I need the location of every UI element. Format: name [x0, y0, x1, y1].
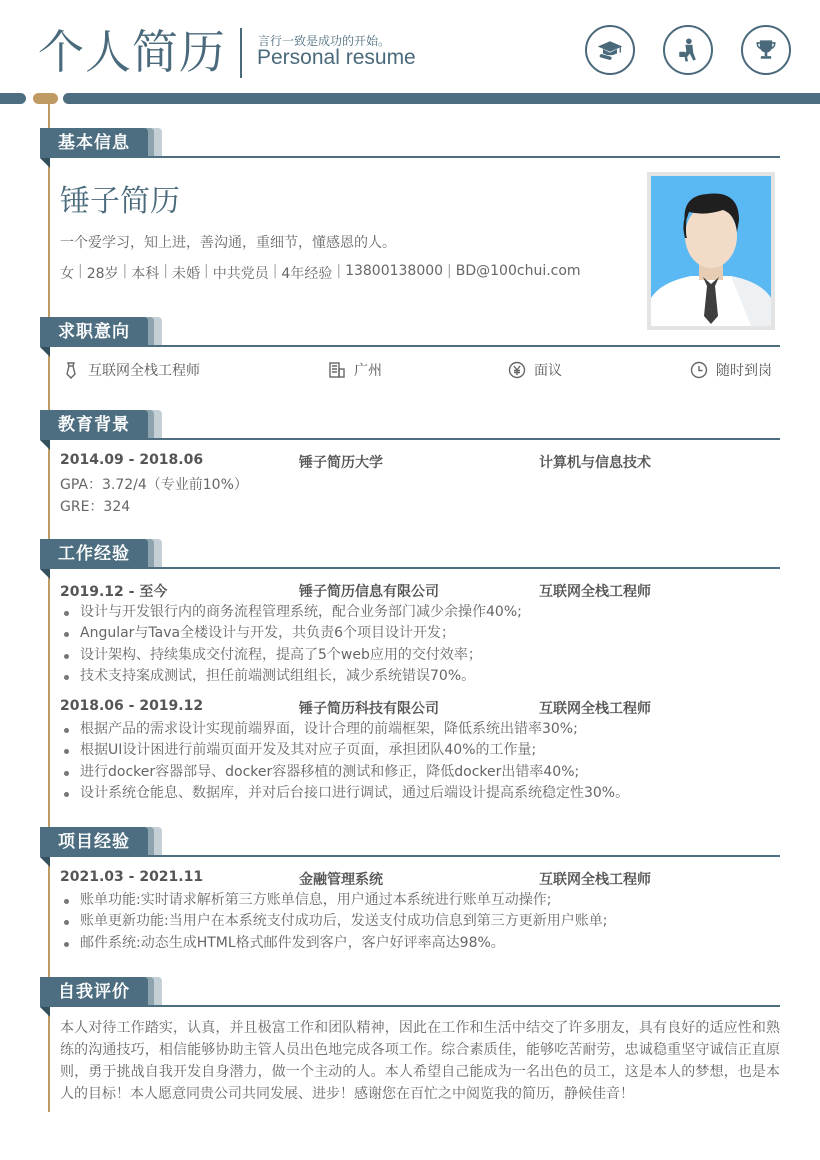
intent-city: 广州: [354, 363, 382, 379]
section-work-experience: [40, 539, 780, 573]
header-motto: 言行一致是成功的开始。: [258, 34, 391, 48]
list-item: 设计与开发银行内的商务流程管理系统，配合业务部门减少余操作40%;: [60, 602, 780, 623]
work-title: 互联网全栈工程师: [539, 701, 651, 717]
self-evaluation-text: 本人对待工作踏实，认真，并且极富工作和团队精神，因此在工作和生活中结交了许多朋友，具有良好的适应性和熟练的沟通技巧，相信能够协助主管人员出色地完成各项工作。综合素质佳，能够吃苦耐劳，忠诚稳重坚守诚信正直原则，勇于挑战自我开发自身潜力，做一个主动的人。本人希望自己能成为一名出色的员工，这是本人的梦想，也是本人的目标！本人愿意同贵公司共同发展、进步！感谢您在百忙之中阅览我的简历，静候佳音！: [60, 1020, 780, 1102]
graduation-cap-icon: [585, 25, 635, 75]
work-duties: [60, 719, 780, 804]
education-period: 2014.09 - 2018.06: [60, 452, 204, 468]
work-period: 2018.06 - 2019.12: [60, 698, 204, 714]
section-title: 教育背景: [40, 410, 148, 440]
work-title: 互联网全栈工程师: [539, 584, 651, 600]
education-school: 锤子简历大学: [299, 455, 383, 471]
header-bar-left: [0, 93, 26, 104]
work-row: [60, 698, 780, 720]
businessman-walking-icon: [663, 25, 713, 75]
education-major: 计算机与信息技术: [539, 455, 651, 471]
project-name: 金融管理系统: [299, 872, 383, 888]
trophy-icon: [741, 25, 791, 75]
section-title: 项目经验: [40, 827, 148, 857]
header-bar-accent: [33, 93, 58, 104]
work-row: [60, 581, 780, 603]
building-icon: [328, 361, 346, 379]
section-title: 基本信息: [40, 128, 148, 158]
education-gre: GRE：324: [60, 499, 131, 515]
list-item: 账单功能:实时请求解析第三方账单信息，用户通过本系统进行账单互动操作;: [60, 890, 780, 911]
list-item: 根据UI设计困进行前端页面开发及其对应子页面，承担团队40%的工作量;: [60, 740, 780, 761]
section-self-evaluation: [40, 977, 780, 1011]
list-item: 根据产品的需求设计实现前端界面，设计合理的前端框架，降低系统出错率30%;: [60, 719, 780, 740]
timeline-line: [48, 104, 50, 1112]
list-item: 邮件系统:动态生成HTML格式邮件发到客户，客户好评率高达98%。: [60, 933, 780, 954]
section-title: 求职意向: [40, 317, 148, 347]
project-role: 互联网全栈工程师: [539, 872, 651, 888]
intent-salary: 面议: [534, 363, 562, 379]
candidate-motto: 一个爱学习，知上进，善沟通，重细节，懂感恩的人。: [60, 235, 396, 251]
section-basic-info: [40, 128, 780, 162]
work-duties: [60, 602, 780, 687]
section-education: [40, 410, 780, 444]
project-period: 2021.03 - 2021.11: [60, 869, 204, 885]
education-row: [60, 452, 780, 474]
work-company: 锤子简历科技有限公司: [299, 701, 439, 717]
project-items: [60, 890, 780, 954]
list-item: 账单更新功能:当用户在本系统支付成功后，发送支付成功信息到第三方更新用户账单;: [60, 911, 780, 932]
yuan-icon: [508, 361, 526, 379]
header-subtitle: Personal resume: [257, 46, 416, 69]
clock-icon: [690, 361, 708, 379]
section-job-intent: [40, 317, 780, 351]
work-period: 2019.12 - 至今: [60, 584, 168, 600]
work-company: 锤子简历信息有限公司: [299, 584, 439, 600]
section-title: 工作经验: [40, 539, 148, 569]
intent-position: 互联网全栈工程师: [88, 363, 200, 379]
avatar: [647, 172, 775, 330]
tie-icon: [62, 361, 80, 379]
header-bar-main: [63, 93, 820, 104]
section-title: 自我评价: [40, 977, 148, 1007]
project-row: [60, 869, 780, 891]
list-item: Angular与Tava全楼设计与开发，共负责6个项目设计开发；: [60, 623, 780, 644]
intent-availability: 随时到岗: [716, 363, 772, 379]
resume-title: 个人简历: [38, 25, 226, 79]
section-project-experience: [40, 827, 780, 861]
header-divider: [240, 28, 242, 78]
candidate-facts: 女 | 28岁 | 本科 | 未婚 | 中共党员 | 4年经验 | 13800138000 | BD@100chui.com: [60, 263, 581, 282]
list-item: 进行docker容器部导、docker容器移植的测试和修正，降低docker出错率40%;: [60, 762, 780, 783]
candidate-name: 锤子简历: [60, 184, 180, 219]
list-item: 技术支持案成测试，担任前端测试组组长，减少系统错误70%。: [60, 666, 780, 687]
list-item: 设计架构、持续集成交付流程，提高了5个web应用的交付效率；: [60, 645, 780, 666]
list-item: 设计系统仓能息、数据库，并对后台接口进行调试，通过后端设计提高系统稳定性30%。: [60, 783, 780, 804]
education-gpa: GPA：3.72/4（专业前10%）: [60, 477, 248, 493]
job-intent-row: [60, 360, 780, 384]
